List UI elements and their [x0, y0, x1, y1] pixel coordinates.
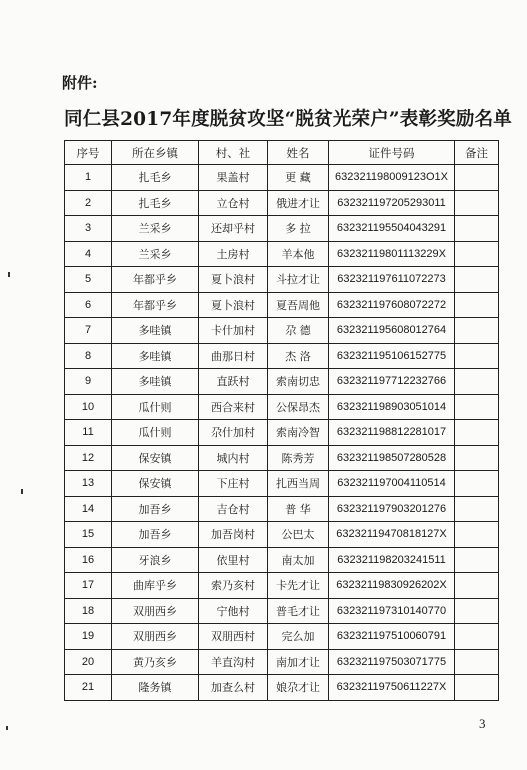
cell-township: 兰采乡 — [112, 241, 199, 267]
cell-village: 吉仓村 — [199, 496, 268, 522]
cell-township: 保安镇 — [112, 471, 199, 497]
cell-remarks — [455, 624, 499, 650]
cell-seq: 2 — [65, 190, 112, 216]
cell-seq: 20 — [65, 649, 112, 675]
table-row — [65, 547, 499, 573]
cell-name: 完么加 — [268, 624, 329, 650]
cell-township: 瓜什则 — [112, 420, 199, 446]
cell-seq: 1 — [65, 165, 112, 191]
cell-township: 扎毛乡 — [112, 165, 199, 191]
cell-township: 双朋西乡 — [112, 598, 199, 624]
cell-id-number: 632321197004110514 — [329, 471, 455, 497]
cell-seq: 5 — [65, 267, 112, 293]
cell-name: 南加才让 — [268, 649, 329, 675]
cell-name: 娘尕才让 — [268, 675, 329, 701]
table-row — [65, 598, 499, 624]
table-header-row — [65, 141, 499, 165]
cell-village: 夏卜浪村 — [199, 267, 268, 293]
cell-seq: 13 — [65, 471, 112, 497]
cell-seq: 14 — [65, 496, 112, 522]
table-row — [65, 649, 499, 675]
cell-id-number: 632321198203241511 — [329, 547, 455, 573]
cell-seq: 18 — [65, 598, 112, 624]
cell-name: 扎西当周 — [268, 471, 329, 497]
cell-remarks — [455, 394, 499, 420]
cell-township: 加吾乡 — [112, 496, 199, 522]
cell-seq: 15 — [65, 522, 112, 548]
cell-village: 西合来村 — [199, 394, 268, 420]
cell-name: 斗拉才让 — [268, 267, 329, 293]
header-village: 村、社 — [199, 141, 268, 165]
cell-id-number: 63232119830926202X — [329, 573, 455, 599]
cell-id-number: 632321198903051014 — [329, 394, 455, 420]
cell-name: 夏吾周他 — [268, 292, 329, 318]
cell-village: 城内村 — [199, 445, 268, 471]
table-row — [65, 292, 499, 318]
binding-hole-mark — [8, 272, 10, 277]
award-roster-table — [64, 140, 499, 701]
cell-township: 加吾乡 — [112, 522, 199, 548]
header-id-number: 证件号码 — [329, 141, 455, 165]
cell-township: 瓜什则 — [112, 394, 199, 420]
table-row — [65, 343, 499, 369]
cell-id-number: 632321197510060791 — [329, 624, 455, 650]
cell-name: 羊本他 — [268, 241, 329, 267]
cell-seq: 4 — [65, 241, 112, 267]
cell-id-number: 632321197503071775 — [329, 649, 455, 675]
table-row — [65, 241, 499, 267]
header-remarks: 备注 — [455, 141, 499, 165]
table-row — [65, 573, 499, 599]
table-body — [65, 165, 499, 701]
cell-village: 还却乎村 — [199, 216, 268, 242]
cell-id-number: 632321197608072272 — [329, 292, 455, 318]
cell-name: 普毛才让 — [268, 598, 329, 624]
table-row — [65, 445, 499, 471]
cell-village: 立仓村 — [199, 190, 268, 216]
cell-seq: 11 — [65, 420, 112, 446]
cell-seq: 17 — [65, 573, 112, 599]
cell-village: 果盖村 — [199, 165, 268, 191]
cell-township: 保安镇 — [112, 445, 199, 471]
cell-name: 多 拉 — [268, 216, 329, 242]
cell-id-number: 632321197903201276 — [329, 496, 455, 522]
cell-remarks — [455, 292, 499, 318]
cell-seq: 9 — [65, 369, 112, 395]
cell-township: 兰采乡 — [112, 216, 199, 242]
cell-remarks — [455, 216, 499, 242]
cell-village: 土房村 — [199, 241, 268, 267]
cell-remarks — [455, 547, 499, 573]
cell-id-number: 632321195504043291 — [329, 216, 455, 242]
cell-village: 双朋西村 — [199, 624, 268, 650]
cell-village: 羊直沟村 — [199, 649, 268, 675]
cell-township: 牙浪乡 — [112, 547, 199, 573]
table-row — [65, 471, 499, 497]
table-row — [65, 420, 499, 446]
cell-remarks — [455, 267, 499, 293]
cell-seq: 7 — [65, 318, 112, 344]
cell-name: 尕 德 — [268, 318, 329, 344]
cell-id-number: 632321197611072273 — [329, 267, 455, 293]
cell-name: 俄进才让 — [268, 190, 329, 216]
page-number: 3 — [479, 716, 486, 731]
table-row — [65, 624, 499, 650]
cell-remarks — [455, 598, 499, 624]
cell-township: 多哇镇 — [112, 369, 199, 395]
cell-village: 加吾岗村 — [199, 522, 268, 548]
cell-remarks — [455, 369, 499, 395]
table-row — [65, 318, 499, 344]
cell-name: 公巴太 — [268, 522, 329, 548]
cell-remarks — [455, 445, 499, 471]
cell-township: 多哇镇 — [112, 318, 199, 344]
cell-village: 依里村 — [199, 547, 268, 573]
cell-village: 曲那日村 — [199, 343, 268, 369]
cell-village: 卡什加村 — [199, 318, 268, 344]
cell-name: 公保昂杰 — [268, 394, 329, 420]
cell-name: 索南切忠 — [268, 369, 329, 395]
cell-village: 宁他村 — [199, 598, 268, 624]
cell-remarks — [455, 496, 499, 522]
cell-township: 隆务镇 — [112, 675, 199, 701]
cell-name: 索南冷智 — [268, 420, 329, 446]
header-seq: 序号 — [65, 141, 112, 165]
cell-village: 下庄村 — [199, 471, 268, 497]
cell-id-number: 632321195106152775 — [329, 343, 455, 369]
cell-remarks — [455, 649, 499, 675]
cell-id-number: 63232119750611227X — [329, 675, 455, 701]
table-row — [65, 165, 499, 191]
cell-village: 加查么村 — [199, 675, 268, 701]
cell-village: 索乃亥村 — [199, 573, 268, 599]
cell-seq: 6 — [65, 292, 112, 318]
cell-name: 杰 洛 — [268, 343, 329, 369]
cell-seq: 3 — [65, 216, 112, 242]
cell-remarks — [455, 420, 499, 446]
table-row — [65, 369, 499, 395]
table-row — [65, 522, 499, 548]
cell-id-number: 632321198812281017 — [329, 420, 455, 446]
table-row — [65, 267, 499, 293]
document-title: 同仁县2017年度脱贫攻坚“脱贫光荣户”表彰奖励名单 — [64, 109, 512, 130]
cell-id-number: 632321198009123O1X — [329, 165, 455, 191]
cell-seq: 21 — [65, 675, 112, 701]
cell-village: 直跃村 — [199, 369, 268, 395]
cell-id-number: 632321195608012764 — [329, 318, 455, 344]
header-name: 姓名 — [268, 141, 329, 165]
cell-name: 陈秀芳 — [268, 445, 329, 471]
cell-seq: 12 — [65, 445, 112, 471]
cell-township: 双朋西乡 — [112, 624, 199, 650]
cell-remarks — [455, 241, 499, 267]
cell-id-number: 632321197310140770 — [329, 598, 455, 624]
cell-id-number: 63232119801113229X — [329, 241, 455, 267]
cell-remarks — [455, 190, 499, 216]
cell-township: 曲库乎乡 — [112, 573, 199, 599]
cell-id-number: 632321198507280528 — [329, 445, 455, 471]
cell-remarks — [455, 165, 499, 191]
binding-hole-mark — [6, 726, 8, 730]
table-row — [65, 675, 499, 701]
cell-remarks — [455, 471, 499, 497]
attachment-label: 附件: — [62, 74, 98, 92]
cell-remarks — [455, 522, 499, 548]
cell-township: 扎毛乡 — [112, 190, 199, 216]
binding-hole-mark — [21, 489, 23, 494]
table-row — [65, 394, 499, 420]
cell-township: 黄乃亥乡 — [112, 649, 199, 675]
cell-remarks — [455, 318, 499, 344]
table-row — [65, 190, 499, 216]
cell-seq: 10 — [65, 394, 112, 420]
cell-seq: 8 — [65, 343, 112, 369]
cell-township: 年都乎乡 — [112, 267, 199, 293]
cell-remarks — [455, 675, 499, 701]
table-row — [65, 496, 499, 522]
table-row — [65, 216, 499, 242]
cell-remarks — [455, 573, 499, 599]
cell-id-number: 63232119470818127X — [329, 522, 455, 548]
cell-seq: 19 — [65, 624, 112, 650]
cell-name: 更 藏 — [268, 165, 329, 191]
cell-name: 普 华 — [268, 496, 329, 522]
cell-township: 年都乎乡 — [112, 292, 199, 318]
cell-village: 夏卜浪村 — [199, 292, 268, 318]
header-township: 所在乡镇 — [112, 141, 199, 165]
cell-name: 卡先才让 — [268, 573, 329, 599]
cell-name: 南太加 — [268, 547, 329, 573]
cell-id-number: 632321197205293011 — [329, 190, 455, 216]
cell-remarks — [455, 343, 499, 369]
cell-village: 尕什加村 — [199, 420, 268, 446]
cell-id-number: 632321197712232766 — [329, 369, 455, 395]
cell-seq: 16 — [65, 547, 112, 573]
cell-township: 多哇镇 — [112, 343, 199, 369]
